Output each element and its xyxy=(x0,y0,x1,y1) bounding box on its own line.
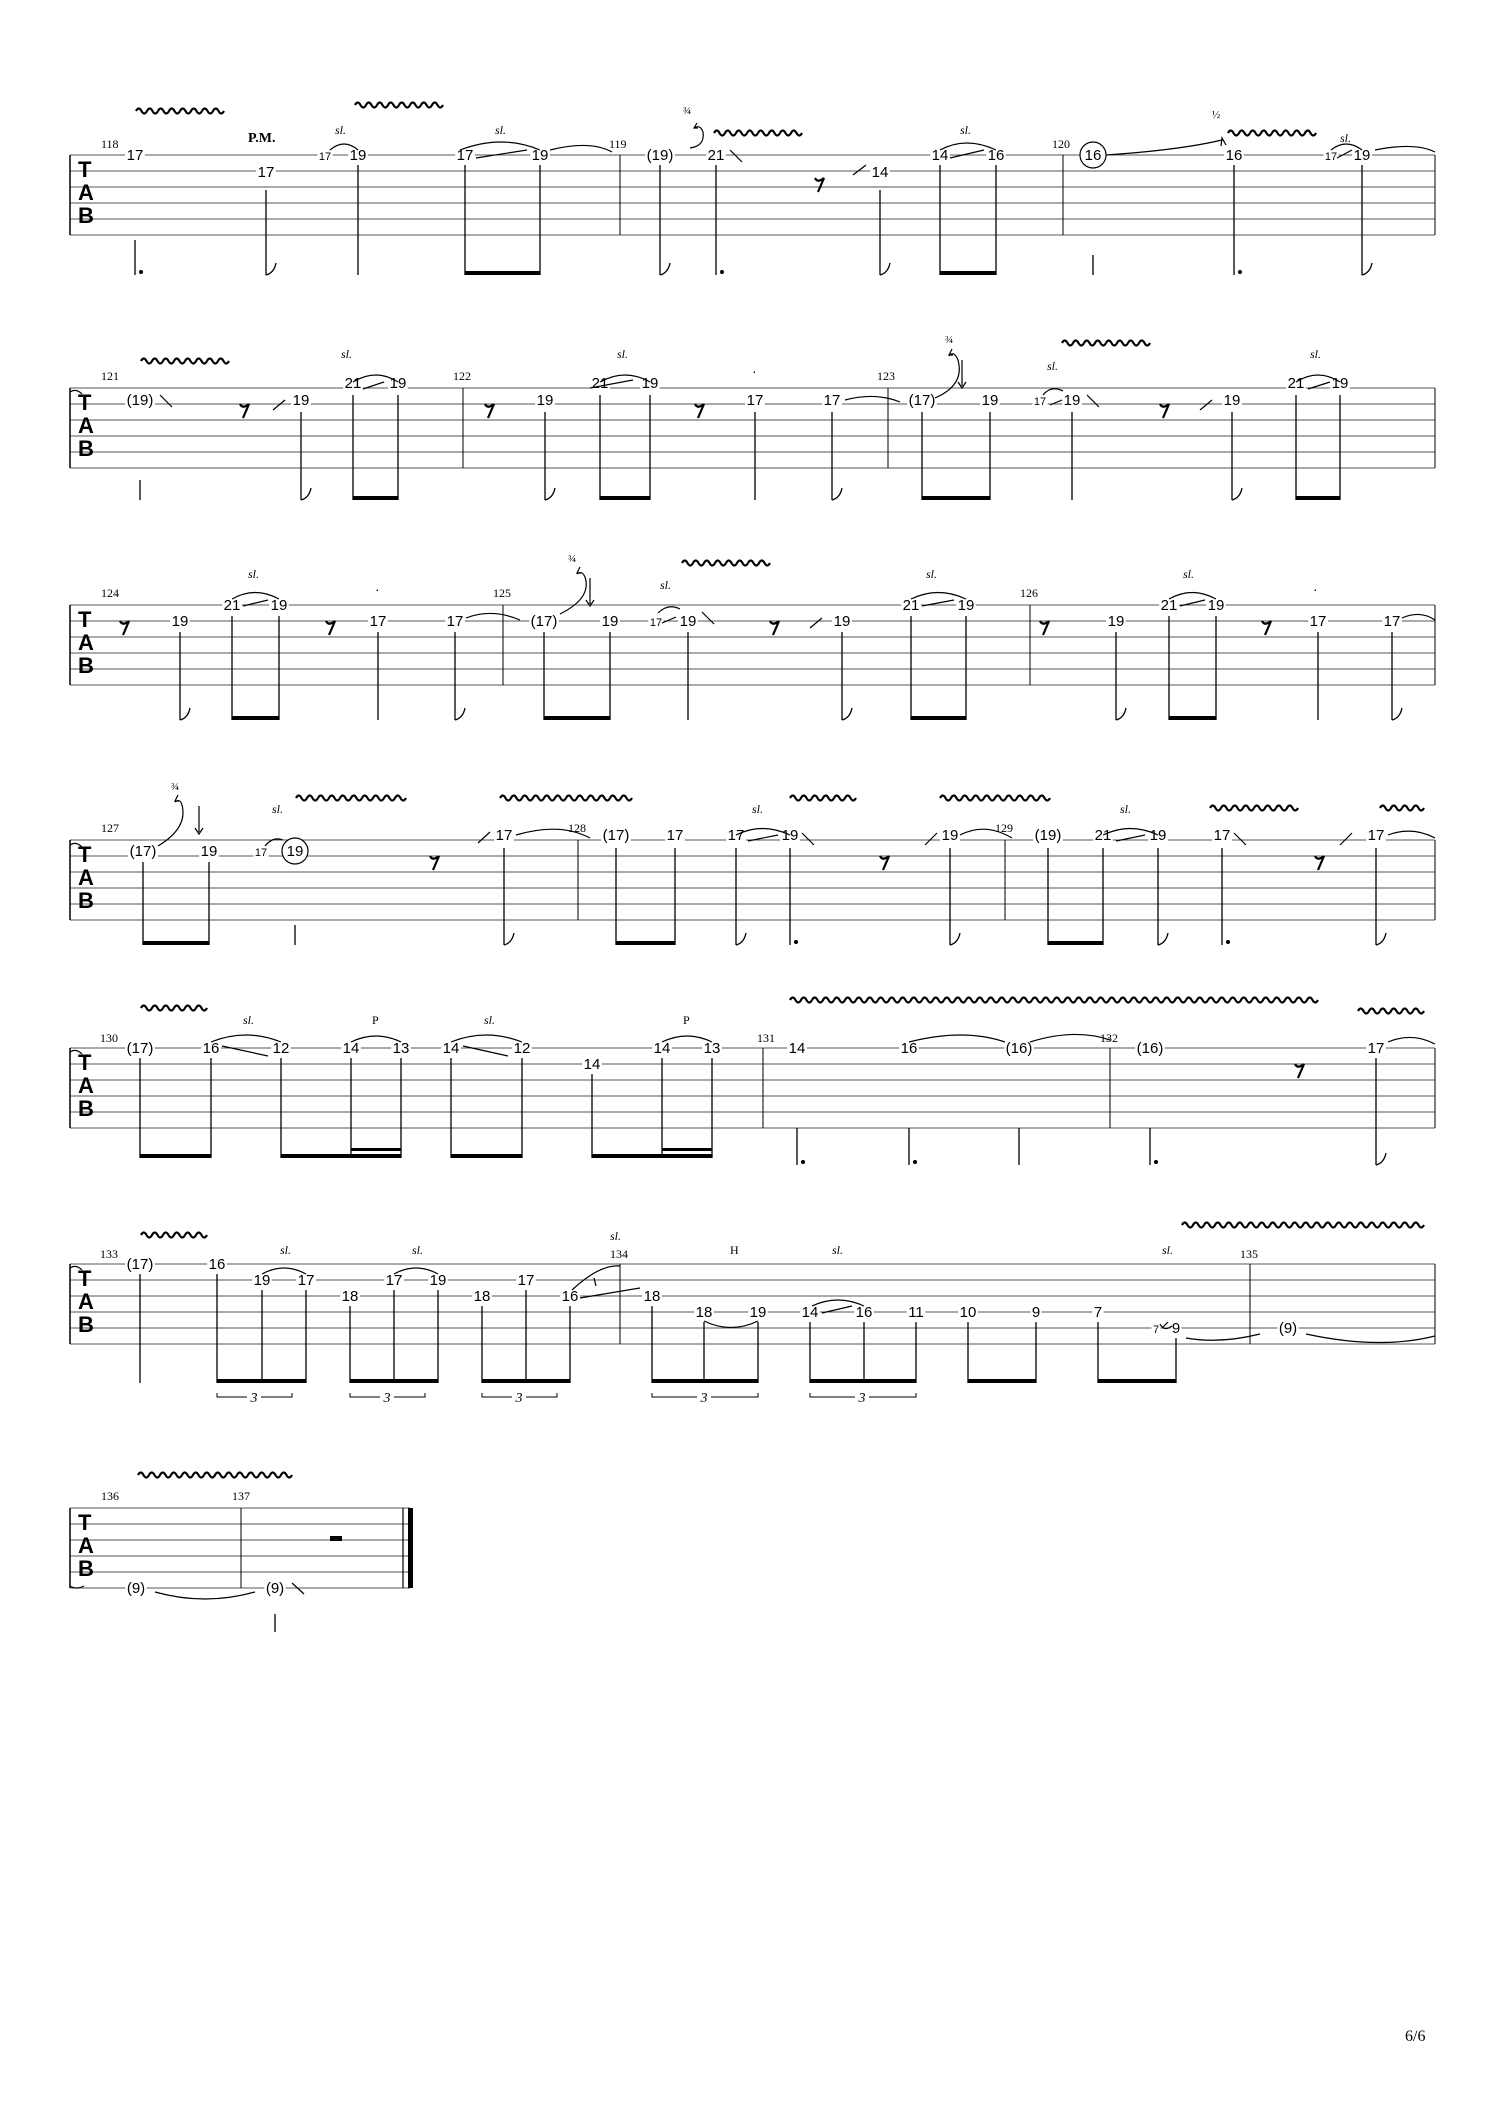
fret-number: 19 xyxy=(957,597,975,614)
tab-clef-t: T xyxy=(78,157,92,182)
slide-label: sl. xyxy=(960,123,972,137)
final-barline xyxy=(408,1508,413,1588)
tab-system-6 xyxy=(70,1223,1435,1407)
fret-number: 19 xyxy=(429,1272,447,1289)
fret-number: (17) xyxy=(908,392,936,409)
tuplet-number: 3 xyxy=(700,1391,708,1406)
measure-number: 119 xyxy=(609,137,627,151)
measure-number: 128 xyxy=(568,821,586,835)
bend-label: ½ xyxy=(1212,109,1221,121)
fret-number: (19) xyxy=(1034,827,1062,844)
fret-number: 17 xyxy=(517,1272,535,1289)
fret-number: 19 xyxy=(981,392,999,409)
vibratos xyxy=(136,103,1316,136)
staff-lines xyxy=(70,840,1435,920)
fret-number: 16 xyxy=(855,1304,873,1321)
fret-number: (16) xyxy=(1136,1040,1164,1057)
slide-label: sl. xyxy=(335,123,347,137)
fret-number: 17 xyxy=(1033,396,1047,408)
fret-number: 14 xyxy=(442,1040,460,1057)
fret-number: 16 xyxy=(561,1288,579,1305)
staff-lines xyxy=(70,1048,1435,1128)
fret-number: 19 xyxy=(200,843,218,860)
staff-lines xyxy=(70,605,1435,685)
tab-system-4 xyxy=(70,781,1435,945)
rhythm-stems xyxy=(140,395,1340,500)
fret-number: 17 xyxy=(1367,827,1385,844)
fret-number: 16 xyxy=(900,1040,918,1057)
bend-label: ¾ xyxy=(683,105,692,117)
fret-number: (17) xyxy=(530,613,558,630)
measure-number: 124 xyxy=(101,586,119,600)
tuplet-brackets xyxy=(217,1393,916,1397)
measure-number: 125 xyxy=(493,586,511,600)
measure-number: 122 xyxy=(453,369,471,383)
fret-number: 17 xyxy=(649,617,663,629)
tab-clef-b: B xyxy=(78,1556,94,1581)
fret-number: (17) xyxy=(602,827,630,844)
fret-number: 21 xyxy=(1160,597,1178,614)
slide-label: sl. xyxy=(243,1013,255,1027)
measure-number: 126 xyxy=(1020,586,1038,600)
slide-label: sl. xyxy=(1183,567,1195,581)
fret-number: 14 xyxy=(931,147,949,164)
fret-number: 9 xyxy=(1171,1320,1181,1337)
slide-label: sl. xyxy=(1120,802,1132,816)
fret-number: 19 xyxy=(389,375,407,392)
fret-number: (17) xyxy=(126,1256,154,1273)
fret-number: 17 xyxy=(297,1272,315,1289)
tab-clef-a: A xyxy=(78,180,94,205)
fret-number: 14 xyxy=(801,1304,819,1321)
fret-number: 19 xyxy=(531,147,549,164)
tab-system-7 xyxy=(70,1473,413,1633)
fret-numbers xyxy=(125,1040,1386,1073)
tab-clef-b: B xyxy=(78,1312,94,1337)
pull-off-label: P xyxy=(683,1013,690,1027)
measure-number: 129 xyxy=(995,821,1013,835)
fret-number: 16 xyxy=(1225,147,1243,164)
slide-label: sl. xyxy=(1162,1243,1174,1257)
annotations xyxy=(341,334,1321,379)
beams xyxy=(353,496,1340,500)
fret-number: 17 xyxy=(1383,613,1401,630)
beams xyxy=(140,1148,712,1158)
slide-label: sl. xyxy=(926,567,938,581)
fret-number: 17 xyxy=(126,147,144,164)
dots xyxy=(139,270,1242,274)
fret-number: 18 xyxy=(643,1288,661,1305)
rhythm-stems xyxy=(143,848,1386,945)
fret-number: 12 xyxy=(272,1040,290,1057)
beams xyxy=(465,271,996,275)
fret-number-circled: 19 xyxy=(286,843,304,860)
fret-number: (19) xyxy=(646,147,674,164)
slide-label: sl. xyxy=(495,123,507,137)
fret-number: 17 xyxy=(257,164,275,181)
fret-number: (9) xyxy=(265,1580,285,1597)
fret-number: 9 xyxy=(1031,1304,1041,1321)
fret-number: 19 xyxy=(1207,597,1225,614)
tab-clef-t: T xyxy=(78,842,92,867)
fret-number: (16) xyxy=(1005,1040,1033,1057)
fret-number: 17 xyxy=(1213,827,1231,844)
measure-number: 130 xyxy=(100,1031,118,1045)
tab-clef-b: B xyxy=(78,1096,94,1121)
beams xyxy=(217,1379,1176,1383)
fret-number: 14 xyxy=(871,164,889,181)
annotations xyxy=(280,1229,1173,1257)
vibratos xyxy=(141,1223,1424,1238)
fret-numbers xyxy=(170,597,1402,630)
vibratos xyxy=(141,998,1446,1014)
measure-number: 120 xyxy=(1052,137,1070,151)
fret-number: 14 xyxy=(788,1040,806,1057)
fret-number: 21 xyxy=(223,597,241,614)
fret-number: 17 xyxy=(318,151,332,163)
fret-number: 19 xyxy=(536,392,554,409)
measure-number: 121 xyxy=(101,369,119,383)
vibratos xyxy=(682,561,770,566)
fret-number: 16 xyxy=(987,147,1005,164)
annotations xyxy=(248,105,1351,146)
measure-number: 136 xyxy=(101,1489,119,1503)
annotations xyxy=(243,1013,690,1027)
fret-number: 17 xyxy=(495,827,513,844)
slide-label: sl. xyxy=(412,1243,424,1257)
fret-number: 19 xyxy=(253,1272,271,1289)
fret-number: 16 xyxy=(202,1040,220,1057)
staccato-dot: · xyxy=(1313,581,1318,597)
annotations xyxy=(171,781,1131,816)
fret-number: 19 xyxy=(1149,827,1167,844)
tab-clef-a: A xyxy=(78,1073,94,1098)
fret-number: (17) xyxy=(129,843,157,860)
fret-number: 18 xyxy=(695,1304,713,1321)
vibratos xyxy=(141,341,1150,364)
slide-label: sl. xyxy=(280,1243,292,1257)
fret-number: 19 xyxy=(833,613,851,630)
tab-system-2 xyxy=(70,334,1435,500)
bend-label: ¾ xyxy=(568,553,577,565)
slide-label: sl. xyxy=(752,802,764,816)
half-rest xyxy=(330,1536,342,1541)
tab-system-5 xyxy=(70,998,1446,1166)
fret-number: 19 xyxy=(1353,147,1371,164)
tab-clef-a: A xyxy=(78,1289,94,1314)
fret-number: 19 xyxy=(1063,392,1081,409)
fret-number: 19 xyxy=(641,375,659,392)
fret-number: 13 xyxy=(392,1040,410,1057)
slide-label: sl. xyxy=(1047,359,1059,373)
fret-number: 17 xyxy=(254,847,268,859)
tab-clef-t: T xyxy=(78,1050,92,1075)
fret-number: 21 xyxy=(902,597,920,614)
measure-number: 127 xyxy=(101,821,119,835)
fret-number: 21 xyxy=(591,375,609,392)
fret-number: 19 xyxy=(349,147,367,164)
fret-number: 19 xyxy=(941,827,959,844)
fret-number: (19) xyxy=(126,392,154,409)
tab-clef-a: A xyxy=(78,1533,94,1558)
staccato-dot: · xyxy=(375,581,380,597)
tuplet-number: 3 xyxy=(383,1391,391,1406)
slide-label: sl. xyxy=(272,802,284,816)
fret-number: 21 xyxy=(1094,827,1112,844)
measure-number: 134 xyxy=(610,1247,628,1261)
staccato-dot: · xyxy=(752,363,757,379)
tuplet-number: 3 xyxy=(858,1391,866,1406)
fret-number: 19 xyxy=(1107,613,1125,630)
fret-numbers xyxy=(128,827,1386,864)
fret-number: 17 xyxy=(385,1272,403,1289)
measure-number: 123 xyxy=(877,369,895,383)
fret-number: 17 xyxy=(1367,1040,1385,1057)
tab-clef-t: T xyxy=(78,390,92,415)
vibratos xyxy=(138,1473,314,1478)
slide-label: sl. xyxy=(832,1243,844,1257)
fret-numbers xyxy=(125,142,1372,181)
fret-number: 14 xyxy=(583,1056,601,1073)
slide-label: sl. xyxy=(1310,347,1322,361)
measure-number: 118 xyxy=(101,137,119,151)
slide-label: sl. xyxy=(1340,131,1352,145)
slide-label: sl. xyxy=(248,567,260,581)
fret-number: 17 xyxy=(1309,613,1327,630)
fret-number: 19 xyxy=(679,613,697,630)
staff-lines xyxy=(70,1508,410,1588)
fret-number: 19 xyxy=(292,392,310,409)
tab-clef-b: B xyxy=(78,888,94,913)
fret-number: 19 xyxy=(270,597,288,614)
fret-number: 16 xyxy=(208,1256,226,1273)
rhythm-stems xyxy=(180,616,1402,720)
fret-number: 21 xyxy=(707,147,725,164)
measure-number: 137 xyxy=(232,1489,250,1503)
fret-number: 19 xyxy=(171,613,189,630)
articulations xyxy=(70,349,1340,410)
fret-number: 19 xyxy=(781,827,799,844)
beams xyxy=(232,716,1216,720)
measure-number: 135 xyxy=(1240,1247,1258,1261)
page-number: 6/6 xyxy=(1405,2028,1426,2045)
palm-mute-label: P.M. xyxy=(248,131,276,146)
fret-number: 17 xyxy=(456,147,474,164)
fret-number: 7 xyxy=(1093,1304,1103,1321)
beams xyxy=(143,941,1103,945)
fret-number: 19 xyxy=(1331,375,1349,392)
fret-number: 17 xyxy=(823,392,841,409)
eighth-rest xyxy=(815,178,824,192)
measure-number: 133 xyxy=(100,1247,118,1261)
tuplet-number: 3 xyxy=(515,1391,523,1406)
hammer-on-label: H xyxy=(730,1243,739,1257)
fret-number: 17 xyxy=(666,827,684,844)
measure-number: 131 xyxy=(757,1031,775,1045)
measure-number: 132 xyxy=(1100,1031,1118,1045)
fret-number: 17 xyxy=(1324,151,1338,163)
tab-clef-t: T xyxy=(78,1266,92,1291)
fret-number: 19 xyxy=(601,613,619,630)
fret-number: 11 xyxy=(908,1304,924,1321)
tab-clef-t: T xyxy=(78,1510,92,1535)
fret-number: 17 xyxy=(446,613,464,630)
fret-number: 12 xyxy=(513,1040,531,1057)
vibratos xyxy=(296,796,1424,811)
annotations xyxy=(248,553,1318,597)
tab-clef-a: A xyxy=(78,413,94,438)
rhythm-stems xyxy=(135,165,1372,275)
fret-number: (9) xyxy=(1278,1320,1298,1337)
fret-number: (17) xyxy=(126,1040,154,1057)
slide-label: sl. xyxy=(610,1229,622,1243)
fret-number: 18 xyxy=(473,1288,491,1305)
fret-number: 18 xyxy=(341,1288,359,1305)
tab-system-1 xyxy=(70,103,1435,276)
fret-number: 17 xyxy=(746,392,764,409)
tab-clef-b: B xyxy=(78,436,94,461)
tab-clef-b: B xyxy=(78,653,94,678)
fret-number: 21 xyxy=(1287,375,1305,392)
fret-number: 19 xyxy=(1223,392,1241,409)
slide-label: sl. xyxy=(617,347,629,361)
bend-label: ¾ xyxy=(171,781,180,793)
fret-number: 17 xyxy=(369,613,387,630)
pull-off-label: P xyxy=(372,1013,379,1027)
fret-number: 14 xyxy=(342,1040,360,1057)
fret-number: (9) xyxy=(126,1580,146,1597)
tab-clef-t: T xyxy=(78,607,92,632)
tab-clef-a: A xyxy=(78,630,94,655)
slide-label: sl. xyxy=(484,1013,496,1027)
fret-number: 17 xyxy=(727,827,745,844)
fret-number: 10 xyxy=(959,1304,977,1321)
tab-system-3 xyxy=(70,553,1435,720)
fret-number: 14 xyxy=(653,1040,671,1057)
fret-number: 21 xyxy=(344,375,362,392)
slide-label: sl. xyxy=(341,347,353,361)
fret-number: 19 xyxy=(749,1304,767,1321)
fret-number: 7 xyxy=(1152,1324,1160,1336)
tab-clef-a: A xyxy=(78,865,94,890)
dots xyxy=(801,1160,1158,1164)
fret-number-circled: 16 xyxy=(1084,147,1102,164)
bend-label: ¾ xyxy=(945,334,954,346)
fret-number: 13 xyxy=(703,1040,721,1057)
tuplet-number: 3 xyxy=(250,1391,258,1406)
slide-label: sl. xyxy=(660,578,672,592)
tab-clef-b: B xyxy=(78,203,94,228)
